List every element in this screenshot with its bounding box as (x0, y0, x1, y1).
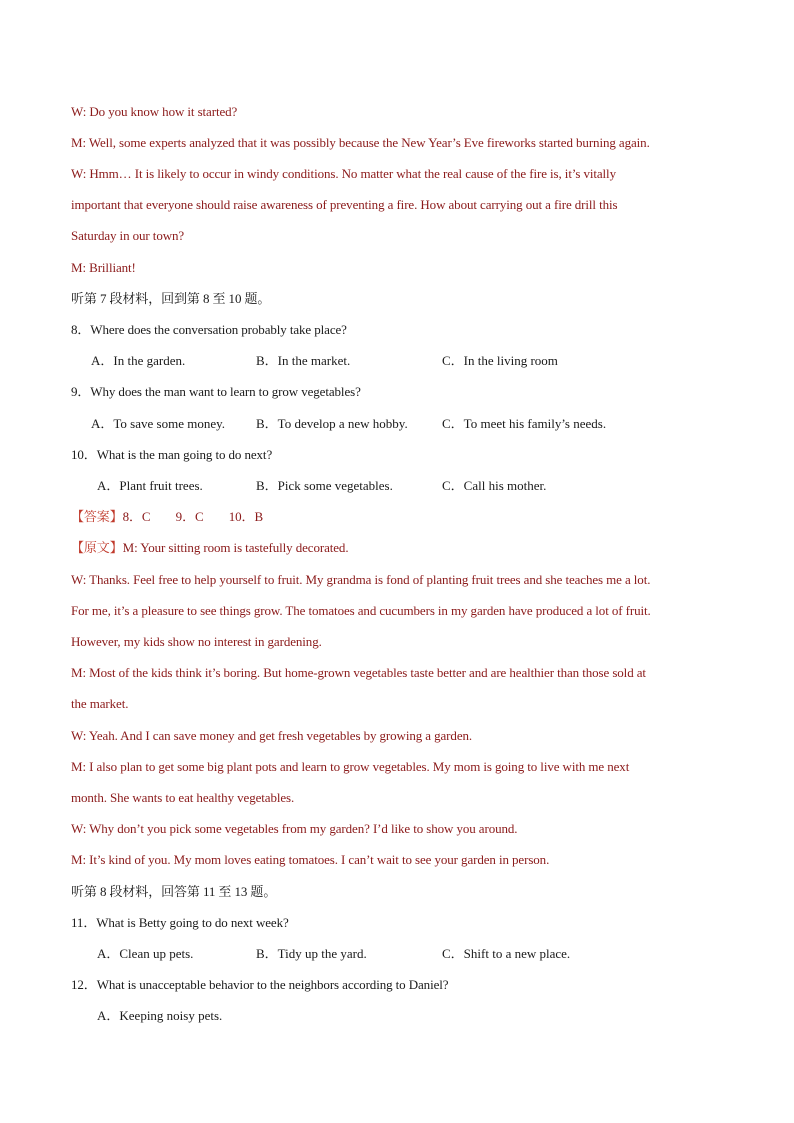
answer-tag: 【答案】 (71, 509, 123, 524)
question-stem: 8．Where does the conversation probably take place? (71, 322, 347, 337)
question-stem: 11．What is Betty going to do next week? (71, 915, 289, 930)
original-tag: 【原文】 (71, 540, 123, 555)
option-c: C．Call his mother. (442, 478, 547, 493)
option-b: B．To develop a new hobby. (256, 416, 408, 431)
answer-line (71, 508, 263, 526)
option-a: A．Clean up pets. (97, 946, 194, 961)
section-heading: 听第 8 段材料，回答第 11 至 13 题。 (71, 884, 277, 899)
transcript-line: M: Well, some experts analyzed that it was possibly because the New Year’s Eve fireworks started burning again. (71, 135, 650, 150)
transcript-line: M: It’s kind of you. My mom loves eating tomatoes. I can’t wait to see your garden in person. (71, 852, 550, 867)
option-c: C．In the living room (442, 353, 558, 368)
transcript-line: the market. (71, 696, 129, 711)
option-b: B．Tidy up the yard. (256, 946, 367, 961)
transcript-line: W: Yeah. And I can save money and get fresh vegetables by growing a garden. (71, 728, 473, 743)
transcript-line: M: I also plan to get some big plant pots and learn to grow vegetables. My mom is going to live with me next (71, 759, 630, 774)
transcript-line: For me, it’s a pleasure to see things grow. The tomatoes and cucumbers in my garden have produced a lot of fruit. (71, 603, 651, 618)
transcript-line: W: Hmm… It is likely to occur in windy conditions. No matter what the real cause of the fire is, it’s vitally (71, 166, 616, 181)
transcript-line: M: Brilliant! (71, 260, 136, 275)
transcript-line: M: Your sitting room is tastefully decorated. (122, 540, 349, 555)
option-a: A．To save some money. (91, 416, 225, 431)
question-stem: 9．Why does the man want to learn to grow vegetables? (71, 384, 361, 399)
option-b: B．Pick some vegetables. (256, 478, 393, 493)
transcript-line: Saturday in our town? (71, 228, 185, 243)
transcript-line: W: Why don’t you pick some vegetables from my garden? I’d like to show you around. (71, 821, 518, 836)
question-stem: 12．What is unacceptable behavior to the neighbors according to Daniel? (71, 977, 449, 992)
option-a: A．Plant fruit trees. (97, 478, 203, 493)
section-heading: 听第 7 段材料，回到第 8 至 10 题。 (71, 291, 271, 306)
option-a: A．Keeping noisy pets. (97, 1008, 223, 1023)
original-line (71, 539, 348, 557)
question-stem: 10．What is the man going to do next? (71, 447, 273, 462)
option-a: A．In the garden. (91, 353, 186, 368)
transcript-line: M: Most of the kids think it’s boring. But home-grown vegetables taste better and are healthier than those sold at (71, 665, 646, 680)
option-b: B．In the market. (256, 353, 351, 368)
option-c: C．Shift to a new place. (442, 946, 571, 961)
transcript-line: month. She wants to eat healthy vegetables. (71, 790, 295, 805)
answer-values: 8．C 9．C 10．B (122, 509, 264, 524)
option-c: C．To meet his family’s needs. (442, 416, 607, 431)
transcript-line: W: Thanks. Feel free to help yourself to fruit. My grandma is fond of planting fruit trees and she teaches me a lot. (71, 572, 651, 587)
transcript-line: However, my kids show no interest in gardening. (71, 634, 322, 649)
transcript-line: W: Do you know how it started? (71, 104, 238, 119)
transcript-line: important that everyone should raise awareness of preventing a fire. How about carrying out a fire drill this (71, 197, 618, 212)
